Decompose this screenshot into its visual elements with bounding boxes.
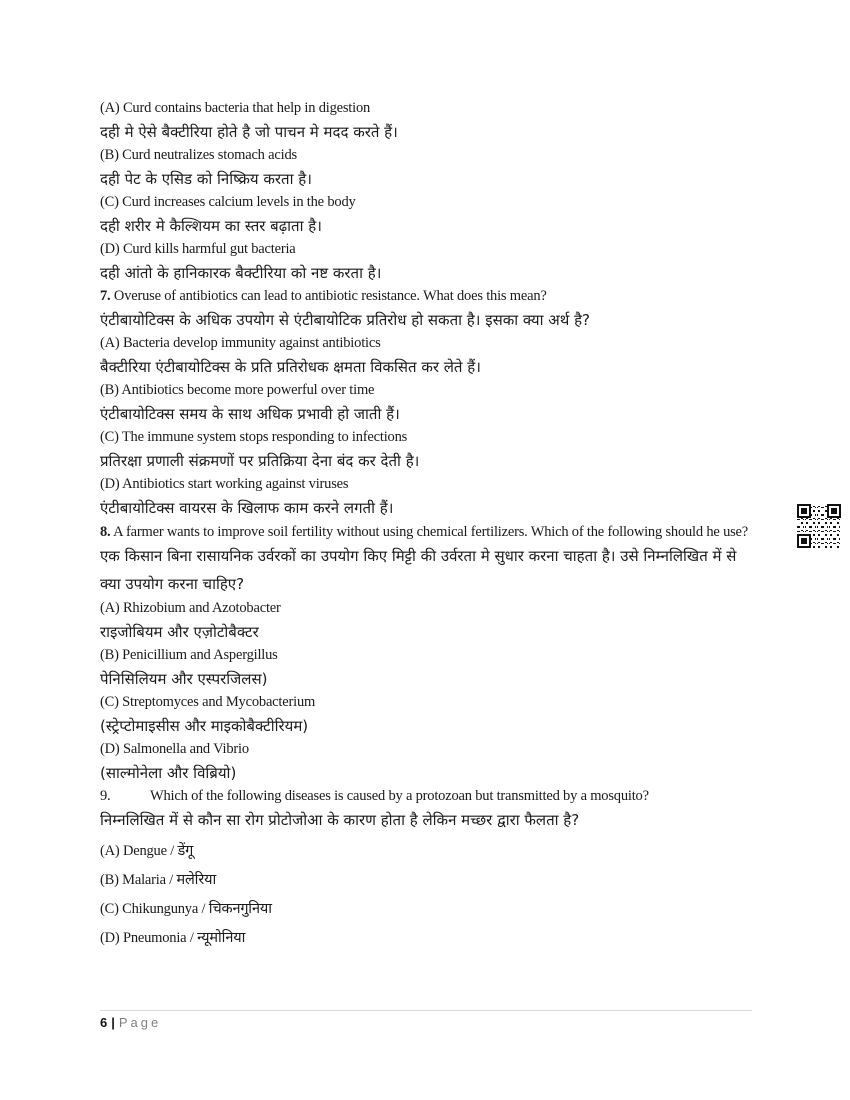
- q8-option-c-hindi: (स्ट्रेप्टोमाइसीस और माइकोबैक्टीरियम): [100, 717, 309, 735]
- q8-option-d-english: (D) Salmonella and Vibrio: [100, 741, 249, 757]
- q6-option-a-hindi: दही मे ऐसे बैक्टीरिया होते है जो पाचन मे मदद करते हैं।: [100, 123, 398, 141]
- page-number: 6: [100, 1015, 108, 1030]
- page-content: [100, 98, 760, 949]
- q9-option-b: (B) Malaria / मलेरिया: [100, 872, 217, 888]
- q9-question-english: [100, 786, 760, 807]
- q9-option-c: (C) Chikungunya / चिकनगुनिया: [100, 901, 272, 917]
- question-6-options: [100, 98, 760, 286]
- q8-number: 8.: [100, 524, 111, 540]
- q6-option-a-english: (A) Curd contains bacteria that help in digestion: [100, 100, 371, 116]
- q6-option-b-english: (B) Curd neutralizes stomach acids: [100, 147, 297, 163]
- q7-option-d-english: (D) Antibiotics start working against viruses: [100, 476, 349, 492]
- q7-question-english: [100, 286, 760, 307]
- q6-option-b-hindi: दही पेट के एसिड को निष्क्रिय करता है।: [100, 170, 312, 188]
- q6-option-d-hindi: दही आंतो के हानिकारक बैक्टीरिया को नष्ट करता है।: [100, 264, 382, 282]
- q9-number: 9.: [100, 788, 111, 804]
- q7-question-text: Overuse of antibiotics can lead to antibiotic resistance. What does this mean?: [113, 288, 547, 304]
- question-8: [100, 523, 760, 786]
- q6-option-d-english: (D) Curd kills harmful gut bacteria: [100, 241, 296, 257]
- q7-option-a-hindi: बैक्टीरिया एंटीबायोटिक्स के प्रति प्रतिरोधक क्षमता विकसित कर लेते हैं।: [100, 358, 481, 376]
- q6-option-c-english: (C) Curd increases calcium levels in the body: [100, 194, 356, 210]
- q7-number: 7.: [100, 288, 111, 304]
- q9-question-hindi: निम्नलिखित में से कौन सा रोग प्रोटोजोआ के कारण होता है लेकिन मच्छर द्वारा फैलता है?: [100, 811, 580, 829]
- q8-option-c-english: (C) Streptomyces and Mycobacterium: [100, 694, 316, 710]
- question-7: [100, 286, 760, 521]
- q8-option-a-english: (A) Rhizobium and Azotobacter: [100, 600, 281, 616]
- q7-question-hindi: एंटीबायोटिक्स के अधिक उपयोग से एंटीबायोटिक प्रतिरोध हो सकता है। इसका क्या अर्थ है?: [100, 311, 590, 329]
- q9-option-a: (A) Dengue / डेंगू: [100, 843, 194, 859]
- qr-finder-top-right: [827, 504, 841, 518]
- q7-option-c-english: (C) The immune system stops responding to infections: [100, 429, 408, 445]
- q7-option-c-hindi: प्रतिरक्षा प्रणाली संक्रमणों पर प्रतिक्रिया देना बंद कर देती है।: [100, 452, 420, 470]
- q7-option-b-hindi: एंटीबायोटिक्स समय के साथ अधिक प्रभावी हो जाती हैं।: [100, 405, 400, 423]
- q8-option-b-english: (B) Penicillium and Aspergillus: [100, 647, 278, 663]
- page-footer: [100, 1015, 161, 1030]
- q6-option-c-hindi: दही शरीर मे कैल्शियम का स्तर बढ़ाता है।: [100, 217, 322, 235]
- q7-option-b-english: (B) Antibiotics become more powerful over time: [100, 382, 375, 398]
- q8-question-hindi: एक किसान बिना रासायनिक उर्वरकों का उपयोग किए मिट्टी की उर्वरता मे सुधार करना चाहता है। उसे निम्नलिखित में से क्या उपयोग करना चाहिए?: [100, 547, 737, 593]
- qr-finder-bottom-left: [797, 534, 811, 548]
- q9-question-text: Which of the following diseases is caused by a protozoan but transmitted by a mosquito?: [150, 788, 649, 804]
- page-label: Page: [118, 1015, 162, 1030]
- q9-option-d: (D) Pneumonia / न्यूमोनिया: [100, 930, 246, 946]
- q7-option-a-english: (A) Bacteria develop immunity against antibiotics: [100, 335, 381, 351]
- footer-separator: |: [111, 1015, 115, 1030]
- qr-finder-top-left: [797, 504, 811, 518]
- q8-question-english: [100, 523, 760, 542]
- footer-divider: [100, 1010, 752, 1011]
- q7-option-d-hindi: एंटीबायोटिक्स वायरस के खिलाफ काम करने लगती हैं।: [100, 499, 394, 517]
- q8-option-a-hindi: राइजोबियम और एज़ोटोबैक्टर: [100, 623, 259, 641]
- q8-option-d-hindi: (साल्मोनेला और विब्रियो): [100, 764, 237, 782]
- question-9: [100, 786, 760, 949]
- q8-option-b-hindi: पेनिसिलियम और एस्परजिलस): [100, 670, 268, 688]
- qr-code: [797, 504, 841, 548]
- q8-question-text: A farmer wants to improve soil fertility without using chemical fertilizers. Which of the following should he use?: [113, 524, 749, 540]
